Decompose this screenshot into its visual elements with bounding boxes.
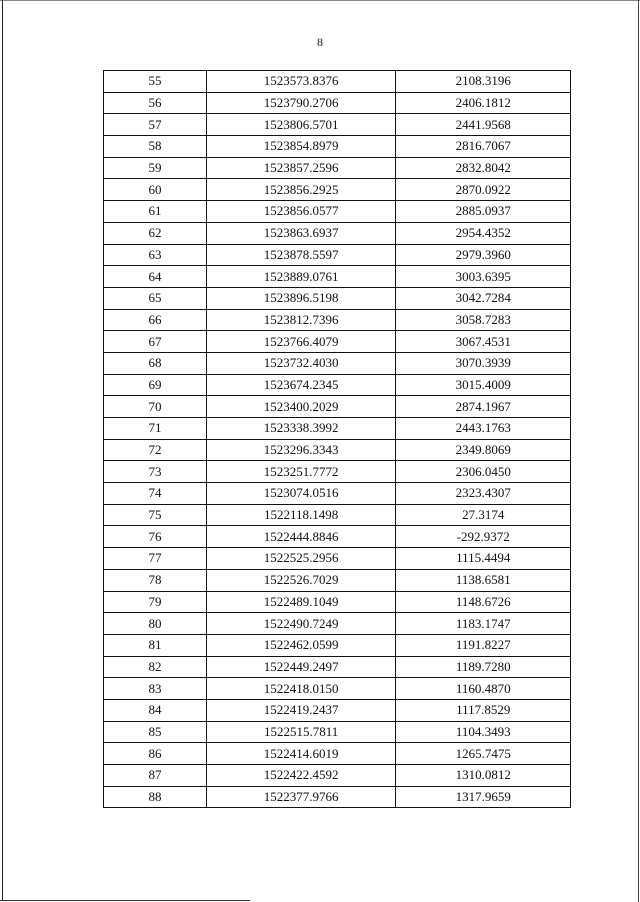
point-number-cell: 70 [104,396,207,418]
y-coordinate-cell: 2306.0450 [396,461,571,483]
x-coordinate-cell: 1523573.8376 [206,71,396,93]
x-coordinate-cell: 1523296.3343 [206,439,396,461]
y-coordinate-cell: 1310.0812 [396,765,571,787]
y-coordinate-cell: 1183.1747 [396,613,571,635]
x-coordinate-cell: 1523889.0761 [206,266,396,288]
page-border-right [638,0,639,902]
point-number-cell: 76 [104,526,207,548]
coordinate-table [103,70,571,808]
table-row [104,114,571,136]
x-coordinate-cell: 1522377.9766 [206,786,396,808]
y-coordinate-cell: -292.9372 [396,526,571,548]
x-coordinate-cell: 1523790.2706 [206,92,396,114]
y-coordinate-cell: 1148.6726 [396,591,571,613]
x-coordinate-cell: 1523074.0516 [206,483,396,505]
x-coordinate-cell: 1523766.4079 [206,331,396,353]
y-coordinate-cell: 2349.8069 [396,439,571,461]
y-coordinate-cell: 2832.8042 [396,157,571,179]
x-coordinate-cell: 1523854.8979 [206,136,396,158]
x-coordinate-cell: 1523338.3992 [206,418,396,440]
x-coordinate-cell: 1523857.2596 [206,157,396,179]
y-coordinate-cell: 2443.1763 [396,418,571,440]
y-coordinate-cell: 2885.0937 [396,201,571,223]
y-coordinate-cell: 1104.3493 [396,721,571,743]
table-row [104,591,571,613]
x-coordinate-cell: 1522515.7811 [206,721,396,743]
y-coordinate-cell: 2323.4307 [396,483,571,505]
x-coordinate-cell: 1523878.5597 [206,244,396,266]
point-number-cell: 86 [104,743,207,765]
y-coordinate-cell: 1115.4494 [396,548,571,570]
table-row [104,721,571,743]
x-coordinate-cell: 1523856.0577 [206,201,396,223]
x-coordinate-cell: 1523806.5701 [206,114,396,136]
point-number-cell: 56 [104,92,207,114]
x-coordinate-cell: 1523732.4030 [206,352,396,374]
point-number-cell: 74 [104,483,207,505]
table-row [104,548,571,570]
table-row [104,331,571,353]
y-coordinate-cell: 3070.3939 [396,352,571,374]
point-number-cell: 87 [104,765,207,787]
y-coordinate-cell: 1117.8529 [396,699,571,721]
y-coordinate-cell: 1265.7475 [396,743,571,765]
table-row [104,157,571,179]
table-row [104,765,571,787]
table-row [104,613,571,635]
point-number-cell: 67 [104,331,207,353]
point-number-cell: 75 [104,504,207,526]
x-coordinate-cell: 1522526.7029 [206,569,396,591]
point-number-cell: 84 [104,699,207,721]
table-row [104,374,571,396]
x-coordinate-cell: 1522418.0150 [206,678,396,700]
y-coordinate-cell: 27.3174 [396,504,571,526]
table-row [104,287,571,309]
y-coordinate-cell: 2870.0922 [396,179,571,201]
point-number-cell: 65 [104,287,207,309]
page-border-left [2,0,3,900]
point-number-cell: 57 [104,114,207,136]
table-row [104,92,571,114]
x-coordinate-cell: 1523896.5198 [206,287,396,309]
x-coordinate-cell: 1522419.2437 [206,699,396,721]
table-row [104,743,571,765]
y-coordinate-cell: 3015.4009 [396,374,571,396]
x-coordinate-cell: 1522490.7249 [206,613,396,635]
x-coordinate-cell: 1523400.2029 [206,396,396,418]
table-row [104,439,571,461]
table-row [104,461,571,483]
point-number-cell: 68 [104,352,207,374]
y-coordinate-cell: 1160.4870 [396,678,571,700]
table-row [104,222,571,244]
table-row [104,699,571,721]
table-row [104,656,571,678]
y-coordinate-cell: 2874.1967 [396,396,571,418]
table-row [104,786,571,808]
point-number-cell: 71 [104,418,207,440]
table-row [104,504,571,526]
table-row [104,483,571,505]
table-row [104,569,571,591]
point-number-cell: 73 [104,461,207,483]
x-coordinate-cell: 1522449.2497 [206,656,396,678]
page-border-top [0,0,640,1]
x-coordinate-cell: 1522444.8846 [206,526,396,548]
table-row [104,418,571,440]
point-number-cell: 59 [104,157,207,179]
point-number-cell: 55 [104,71,207,93]
point-number-cell: 85 [104,721,207,743]
x-coordinate-cell: 1523863.6937 [206,222,396,244]
y-coordinate-cell: 2954.4352 [396,222,571,244]
point-number-cell: 79 [104,591,207,613]
y-coordinate-cell: 2441.9568 [396,114,571,136]
y-coordinate-cell: 1317.9659 [396,786,571,808]
x-coordinate-cell: 1522525.2956 [206,548,396,570]
y-coordinate-cell: 3058.7283 [396,309,571,331]
point-number-cell: 64 [104,266,207,288]
table-row [104,244,571,266]
y-coordinate-cell: 2979.3960 [396,244,571,266]
x-coordinate-cell: 1522118.1498 [206,504,396,526]
x-coordinate-cell: 1523674.2345 [206,374,396,396]
x-coordinate-cell: 1523856.2925 [206,179,396,201]
point-number-cell: 61 [104,201,207,223]
point-number-cell: 58 [104,136,207,158]
y-coordinate-cell: 3067.4531 [396,331,571,353]
point-number-cell: 63 [104,244,207,266]
table-row [104,526,571,548]
table-row [104,634,571,656]
page-number: 8 [317,35,323,49]
point-number-cell: 62 [104,222,207,244]
y-coordinate-cell: 3003.6395 [396,266,571,288]
x-coordinate-cell: 1522422.4592 [206,765,396,787]
table-row [104,309,571,331]
y-coordinate-cell: 1138.6581 [396,569,571,591]
coordinate-table-body [104,71,571,808]
y-coordinate-cell: 1191.8227 [396,634,571,656]
table-row [104,266,571,288]
x-coordinate-cell: 1523812.7396 [206,309,396,331]
table-row [104,201,571,223]
point-number-cell: 72 [104,439,207,461]
table-row [104,678,571,700]
point-number-cell: 69 [104,374,207,396]
point-number-cell: 60 [104,179,207,201]
x-coordinate-cell: 1523251.7772 [206,461,396,483]
y-coordinate-cell: 2108.3196 [396,71,571,93]
x-coordinate-cell: 1522489.1049 [206,591,396,613]
point-number-cell: 82 [104,656,207,678]
point-number-cell: 88 [104,786,207,808]
point-number-cell: 80 [104,613,207,635]
y-coordinate-cell: 2406.1812 [396,92,571,114]
table-row [104,136,571,158]
table-row [104,396,571,418]
y-coordinate-cell: 1189.7280 [396,656,571,678]
table-row [104,352,571,374]
point-number-cell: 81 [104,634,207,656]
x-coordinate-cell: 1522414.6019 [206,743,396,765]
point-number-cell: 66 [104,309,207,331]
table-row [104,71,571,93]
point-number-cell: 77 [104,548,207,570]
x-coordinate-cell: 1522462.0599 [206,634,396,656]
point-number-cell: 83 [104,678,207,700]
y-coordinate-cell: 3042.7284 [396,287,571,309]
y-coordinate-cell: 2816.7067 [396,136,571,158]
page-border-bottom [0,900,250,901]
table-row [104,179,571,201]
point-number-cell: 78 [104,569,207,591]
